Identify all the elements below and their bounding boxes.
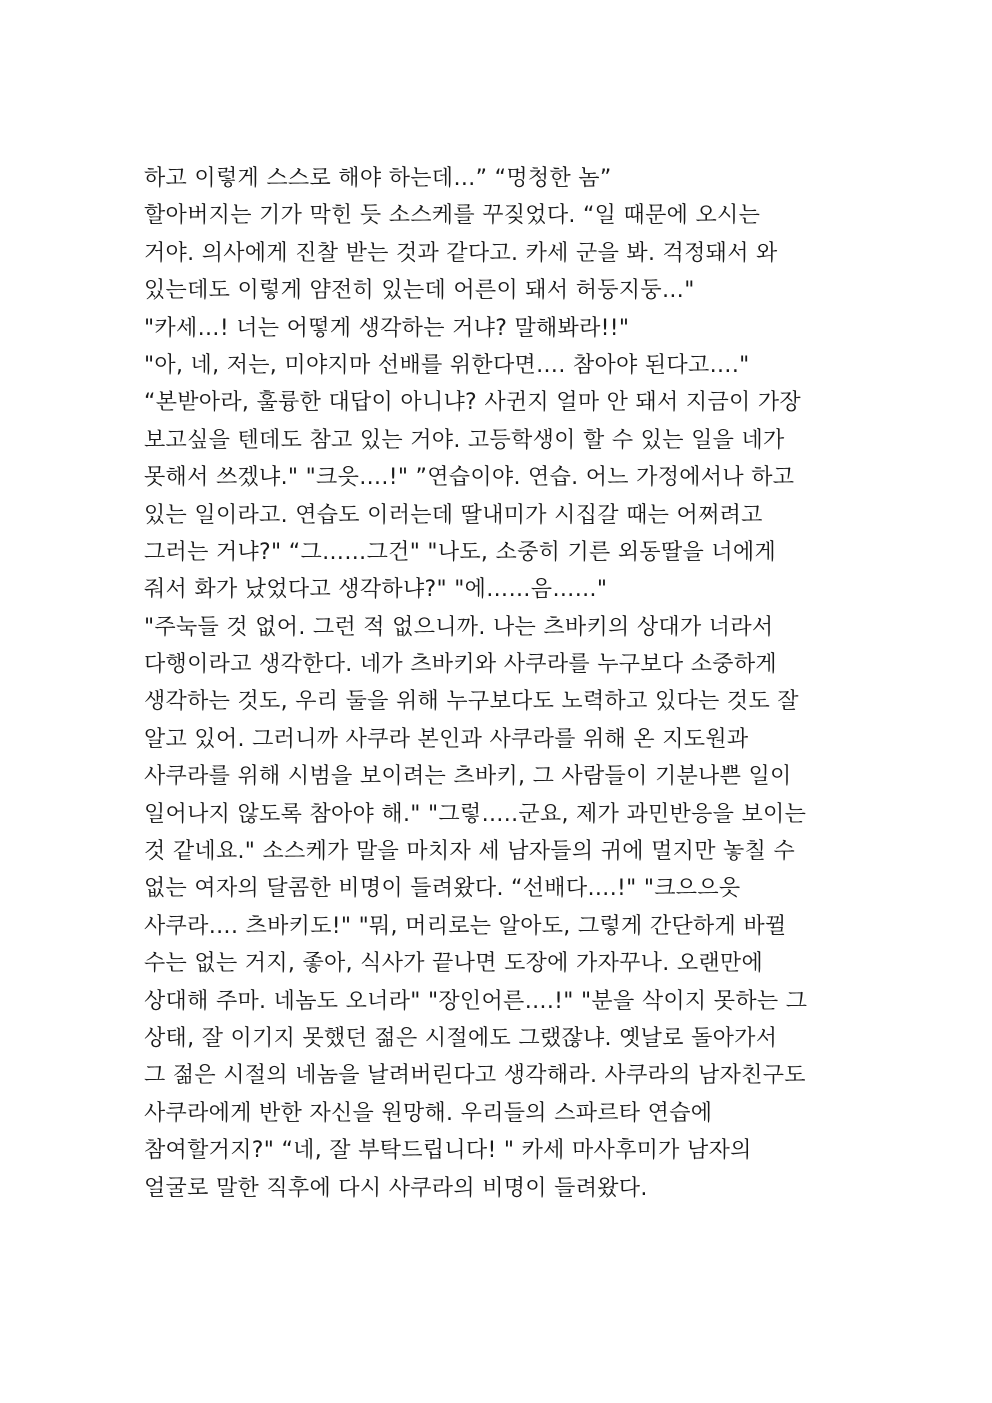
text-line: 하고 이렇게 스스로 해야 하는데…” “멍청한 놈”	[144, 166, 612, 191]
text-line: 그러는 거냐?" “그……그건" "나도, 소중히 기른 외동딸을 너에게	[144, 539, 777, 565]
text-line: 있는데도 이렇게 얌전히 있는데 어른이 돼서 허둥지둥…"	[144, 278, 695, 304]
text-line: 사쿠라에게 반한 자신을 원망해. 우리들의 스파르타 연습에	[144, 1100, 713, 1126]
text-line: 다행이라고 생각한다. 네가 츠바키와 사쿠라를 누구보다 소중하게	[144, 652, 777, 678]
text-line: 것 같네요." 소스케가 말을 마치자 세 남자들의 귀에 멀지만 놓칠 수	[144, 839, 795, 865]
text-line: 얼굴로 말한 직후에 다시 사쿠라의 비명이 들려왔다.	[144, 1175, 648, 1201]
text-line: 참여할거지?" “네, 잘 부탁드립니다! " 카세 마사후미가 남자의	[144, 1138, 752, 1164]
body-text	[144, 160, 854, 1207]
text-line: 알고 있어. 그러니까 사쿠라 본인과 사쿠라를 위해 온 지도원과	[144, 726, 749, 752]
text-line: 일어나지 않도록 참아야 해." "그렇…..군요, 제가 과민반응을 보이는	[144, 801, 807, 827]
text-line: 사쿠라를 위해 시범을 보이려는 츠바키, 그 사람들이 기분나쁜 일이	[144, 764, 792, 790]
text-line: "주눅들 것 없어. 그런 적 없으니까. 나는 츠바키의 상대가 너라서	[144, 614, 774, 640]
text-line: “본받아라, 훌륭한 대답이 아니냐? 사귄지 얼마 안 돼서 지금이 가장	[144, 390, 801, 416]
text-line: 없는 여자의 달콤한 비명이 들려왔다. “선배다….!" "크으으읏	[144, 876, 741, 902]
text-line: 그 젊은 시절의 네놈을 날려버린다고 생각해라. 사쿠라의 남자친구도	[144, 1063, 806, 1089]
text-line: 거야. 의사에게 진찰 받는 것과 같다고. 카세 군을 봐. 걱정돼서 와	[144, 240, 778, 266]
text-line: 할아버지는 기가 막힌 듯 소스케를 꾸짖었다. “일 때문에 오시는	[144, 203, 761, 229]
text-line: 수는 없는 거지, 좋아, 식사가 끝나면 도장에 가자꾸나. 오랜만에	[144, 951, 764, 977]
text-line: "카세…! 너는 어떻게 생각하는 거냐? 말해봐라!!"	[144, 315, 630, 341]
text-line: 상태, 잘 이기지 못했던 젊은 시절에도 그랬잖냐. 옛날로 돌아가서	[144, 1025, 778, 1051]
text-line: 있는 일이라고. 연습도 이러는데 딸내미가 시집갈 때는 어쩌려고	[144, 502, 763, 528]
text-line: 생각하는 것도, 우리 둘을 위해 누구보다도 노력하고 있다는 것도 잘	[144, 689, 799, 715]
text-line: 사쿠라…. 츠바키도!" "뭐, 머리로는 알아도, 그렇게 간단하게 바뀔	[144, 913, 787, 939]
text-line: "아, 네, 저는, 미야지마 선배를 위한다면…. 참아야 된다고…."	[144, 352, 750, 378]
text-line: 보고싶을 텐데도 참고 있는 거야. 고등학생이 할 수 있는 일을 네가	[144, 427, 785, 453]
text-line: 못해서 쓰겠냐." "크읏….!" ”연습이야. 연습. 어느 가정에서나 하고	[144, 465, 795, 491]
text-line: 줘서 화가 났었다고 생각하냐?" "에……음……"	[144, 577, 608, 603]
text-line: 상대해 주마. 네놈도 오너라" "장인어른….!" "분을 삭이지 못하는 그	[144, 988, 808, 1014]
